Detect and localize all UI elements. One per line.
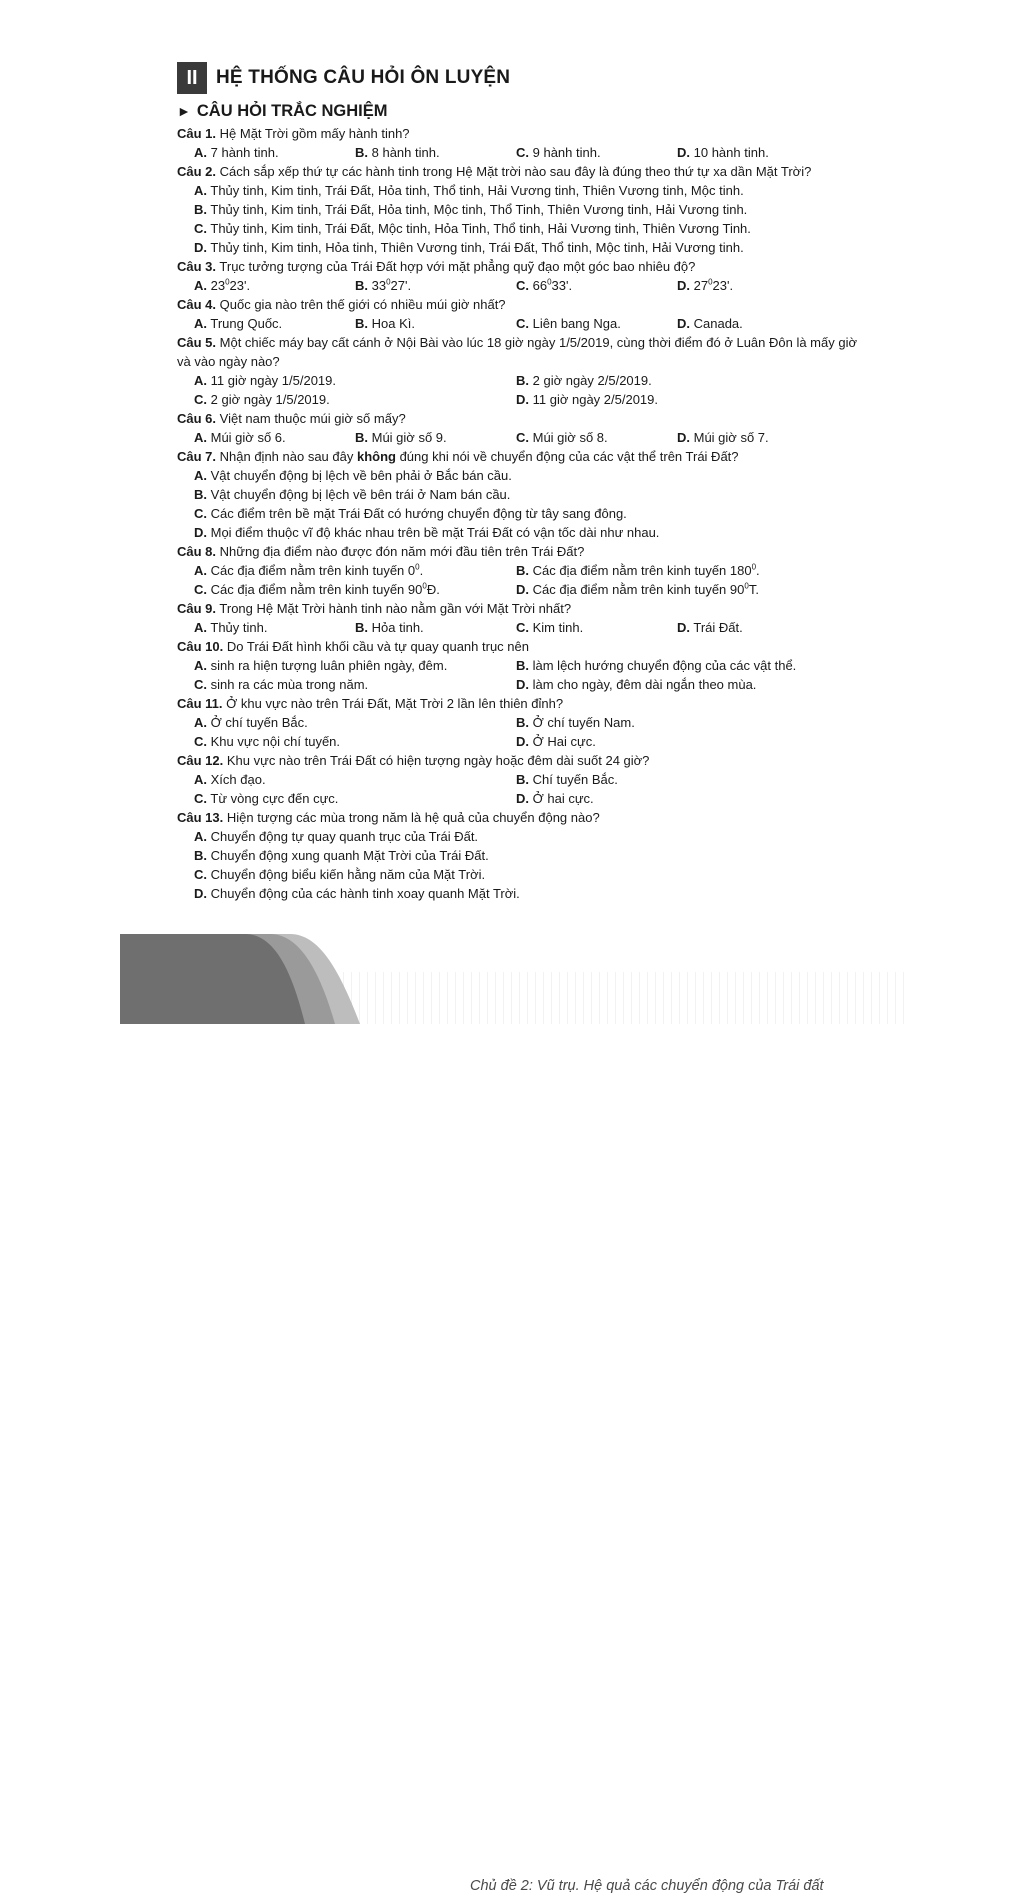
options-row (177, 580, 857, 599)
option-c: C. $66^033'$. (516, 277, 573, 293)
question-text: Hệ Mặt Trời gồm mấy hành tinh? (219, 126, 410, 141)
option-b: B. Ở chí tuyến Nam. (516, 715, 635, 730)
question-text: Khu vực nào trên Trái Đất có hiện tượng ngày hoặc đêm dài suốt 24 giờ? (226, 753, 650, 768)
question-1 (177, 124, 857, 143)
option-c: C. Từ vòng cực đến cực. (194, 791, 339, 806)
options-row (177, 390, 857, 409)
question-4 (177, 295, 857, 314)
section-header (177, 62, 510, 94)
options-row (177, 675, 857, 694)
question-label: Câu 9. (177, 601, 217, 616)
question-label: Câu 13. (177, 810, 224, 825)
option-c: C. Chuyển động biểu kiến hằng năm của Mặt Trời. (194, 867, 486, 882)
question-text: Do Trái Đất hình khối cầu và tự quay quanh trục nên (226, 639, 529, 654)
question-label: Câu 1. (177, 126, 217, 141)
question-text: Trục tưởng tượng của Trái Đất hợp với mặt phẳng quỹ đạo một góc bao nhiêu độ? (219, 259, 696, 274)
options-row (177, 314, 857, 333)
options-row (177, 770, 857, 789)
option-c: C. Thủy tinh, Kim tinh, Trái Đất, Mộc tinh, Hỏa Tinh, Thổ tinh, Hải Vương tinh, Thiên Vương Tinh. (194, 221, 751, 236)
page-number: 22 (176, 1878, 199, 1900)
question-text: Quốc gia nào trên thế giới có nhiều múi giờ nhất? (219, 297, 506, 312)
options-row (177, 732, 857, 751)
option-b: B. $33^027'$. (355, 277, 412, 293)
options-row (177, 428, 857, 447)
question-10 (177, 637, 857, 656)
question-label: Câu 2. (177, 164, 217, 179)
option-d: D. Trái Đất. (677, 620, 743, 635)
question-text: Hiện tượng các mùa trong năm là hệ quả của chuyển động nào? (226, 810, 600, 825)
option-a: A. $23^023'$. (194, 277, 251, 293)
option-b: B. 2 giờ ngày 2/5/2019. (516, 373, 652, 388)
option-b: B. Múi giờ số 9. (355, 430, 447, 445)
option-c: C. Khu vực nội chí tuyến. (194, 734, 341, 749)
question-label: Câu 10. (177, 639, 224, 654)
option-b: B. Thủy tinh, Kim tinh, Trái Đất, Hỏa tinh, Mộc tinh, Thổ Tinh, Thiên Vương tinh, Hải Vương tinh. (194, 202, 748, 217)
option-d: D. Ở hai cực. (516, 791, 594, 806)
footer-wave-decoration (0, 932, 1024, 1024)
question-label: Câu 5. (177, 335, 217, 350)
option-d: D. Canada. (677, 316, 743, 331)
options-row (177, 789, 857, 808)
question-text: Một chiếc máy bay cất cánh ở Nội Bài vào lúc 18 giờ ngày 1/5/2019, cùng thời điểm đó ở Luân Đôn là mấy giờ và vào ngày nào? (177, 335, 857, 369)
question-label: Câu 6. (177, 411, 217, 426)
option-d: D. Các địa điểm nằm trên kinh tuyến $90^0T$. (516, 581, 759, 597)
question-text: Ở khu vực nào trên Trái Đất, Mặt Trời 2 lần lên thiên đỉnh? (226, 696, 564, 711)
option-d: D. Múi giờ số 7. (677, 430, 769, 445)
options-row (177, 143, 857, 162)
option-c: C. sinh ra các mùa trong năm. (194, 677, 369, 692)
option-c: C. Kim tinh. (516, 620, 584, 635)
question-13 (177, 808, 857, 827)
option-a: A. 11 giờ ngày 1/5/2019. (194, 373, 337, 388)
question-text: Những địa điểm nào được đón năm mới đầu tiên trên Trái Đất? (219, 544, 585, 559)
option-c: C. Liên bang Nga. (516, 316, 621, 331)
question-7 (177, 447, 857, 466)
triangle-marker-icon: ► (177, 103, 191, 119)
option-a: A. Vật chuyển động bị lệch về bên phải ở Bắc bán cầu. (194, 468, 512, 483)
option-a: A. Ở chí tuyến Bắc. (194, 715, 308, 730)
option-b: B. làm lệch hướng chuyển động của các vật thể. (516, 658, 797, 673)
option-b: B. Vật chuyển động bị lệch về bên trái ở Nam bán cầu. (194, 487, 511, 502)
option-c: C. 2 giờ ngày 1/5/2019. (194, 392, 330, 407)
option-d: D. làm cho ngày, đêm dài ngắn theo mùa. (516, 677, 757, 692)
question-label: Câu 3. (177, 259, 217, 274)
chapter-caption: Chủ đề 2: Vũ trụ. Hệ quả các chuyển động của Trái đất (470, 1878, 824, 1894)
option-b: B. Chí tuyến Bắc. (516, 772, 618, 787)
option-a: A. Chuyển động tự quay quanh trục của Trái Đất. (194, 829, 479, 844)
question-label: Câu 8. (177, 544, 217, 559)
option-a: A. Các địa điểm nằm trên kinh tuyến $0^0$. (194, 562, 424, 578)
question-text: Việt nam thuộc múi giờ số mấy? (219, 411, 406, 426)
option-a: A. Thủy tinh, Kim tinh, Trái Đất, Hỏa tinh, Thổ tinh, Hải Vương tinh, Thiên Vương tinh, Mộc tinh. (194, 183, 744, 198)
option-d: D. Ở Hai cực. (516, 734, 596, 749)
section-number-badge: II (177, 62, 207, 94)
page-footer (0, 932, 1024, 1900)
option-b: B. 8 hành tinh. (355, 145, 440, 160)
option-a: A. Xích đạo. (194, 772, 266, 787)
option-d: D. Thủy tinh, Kim tinh, Hỏa tinh, Thiên Vương tinh, Trái Đất, Thổ tinh, Mộc tinh, Hải Vương tinh. (194, 240, 744, 255)
option-d: D. 10 hành tinh. (677, 145, 769, 160)
question-list (177, 124, 857, 903)
section-title: HỆ THỐNG CÂU HỎI ÔN LUYỆN (216, 67, 511, 88)
options-row (177, 561, 857, 580)
options-row (177, 713, 857, 732)
options-row (177, 371, 857, 390)
option-a: A. 7 hành tinh. (194, 145, 279, 160)
question-label: Câu 12. (177, 753, 224, 768)
option-a: A. sinh ra hiện tượng luân phiên ngày, đêm. (194, 658, 448, 673)
option-c: C. 9 hành tinh. (516, 145, 601, 160)
option-a: A. Thủy tinh. (194, 620, 268, 635)
options-row (177, 276, 857, 295)
subsection-header (177, 100, 388, 122)
question-12 (177, 751, 857, 770)
option-c: C. Các điểm trên bề mặt Trái Đất có hướng chuyển động từ tây sang đông. (194, 506, 627, 521)
question-text: Nhận định nào sau đây không đúng khi nói về chuyển động của các vật thể trên Trái Đất? (219, 449, 739, 464)
question-5 (177, 333, 857, 371)
option-a: A. Múi giờ số 6. (194, 430, 286, 445)
option-d: D. $27^023'$. (677, 277, 734, 293)
option-a: A. Trung Quốc. (194, 316, 283, 331)
subsection-title: CÂU HỎI TRẮC NGHIỆM (196, 101, 388, 120)
question-label: Câu 7. (177, 449, 217, 464)
question-3 (177, 257, 857, 276)
option-d: D. 11 giờ ngày 2/5/2019. (516, 392, 659, 407)
question-2 (177, 162, 857, 181)
options-row (177, 656, 857, 675)
option-d: D. Mọi điểm thuộc vĩ độ khác nhau trên bề mặt Trái Đất có vận tốc dài như nhau. (194, 525, 660, 540)
question-9 (177, 599, 857, 618)
question-label: Câu 11. (177, 696, 223, 711)
question-8 (177, 542, 857, 561)
option-c: C. Múi giờ số 8. (516, 430, 608, 445)
option-c: C. Các địa điểm nằm trên kinh tuyến $90^0Đ$. (194, 581, 440, 597)
question-text: Trong Hệ Mặt Trời hành tinh nào nằm gần với Mặt Trời nhất? (219, 601, 572, 616)
question-label: Câu 4. (177, 297, 217, 312)
option-b: B. Hoa Kì. (355, 316, 415, 331)
option-b: B. Chuyển động xung quanh Mặt Trời của Trái Đất. (194, 848, 489, 863)
options-row (177, 618, 857, 637)
question-6 (177, 409, 857, 428)
option-b: B. Các địa điểm nằm trên kinh tuyến $180^0$. (516, 562, 760, 578)
option-d: D. Chuyển động của các hành tinh xoay quanh Mặt Trời. (194, 886, 520, 901)
question-text: Cách sắp xếp thứ tự các hành tinh trong Hệ Mặt trời nào sau đây là đúng theo thứ tự xa dần Mặt Trời? (219, 164, 812, 179)
option-b: B. Hỏa tinh. (355, 620, 424, 635)
question-11 (177, 694, 857, 713)
